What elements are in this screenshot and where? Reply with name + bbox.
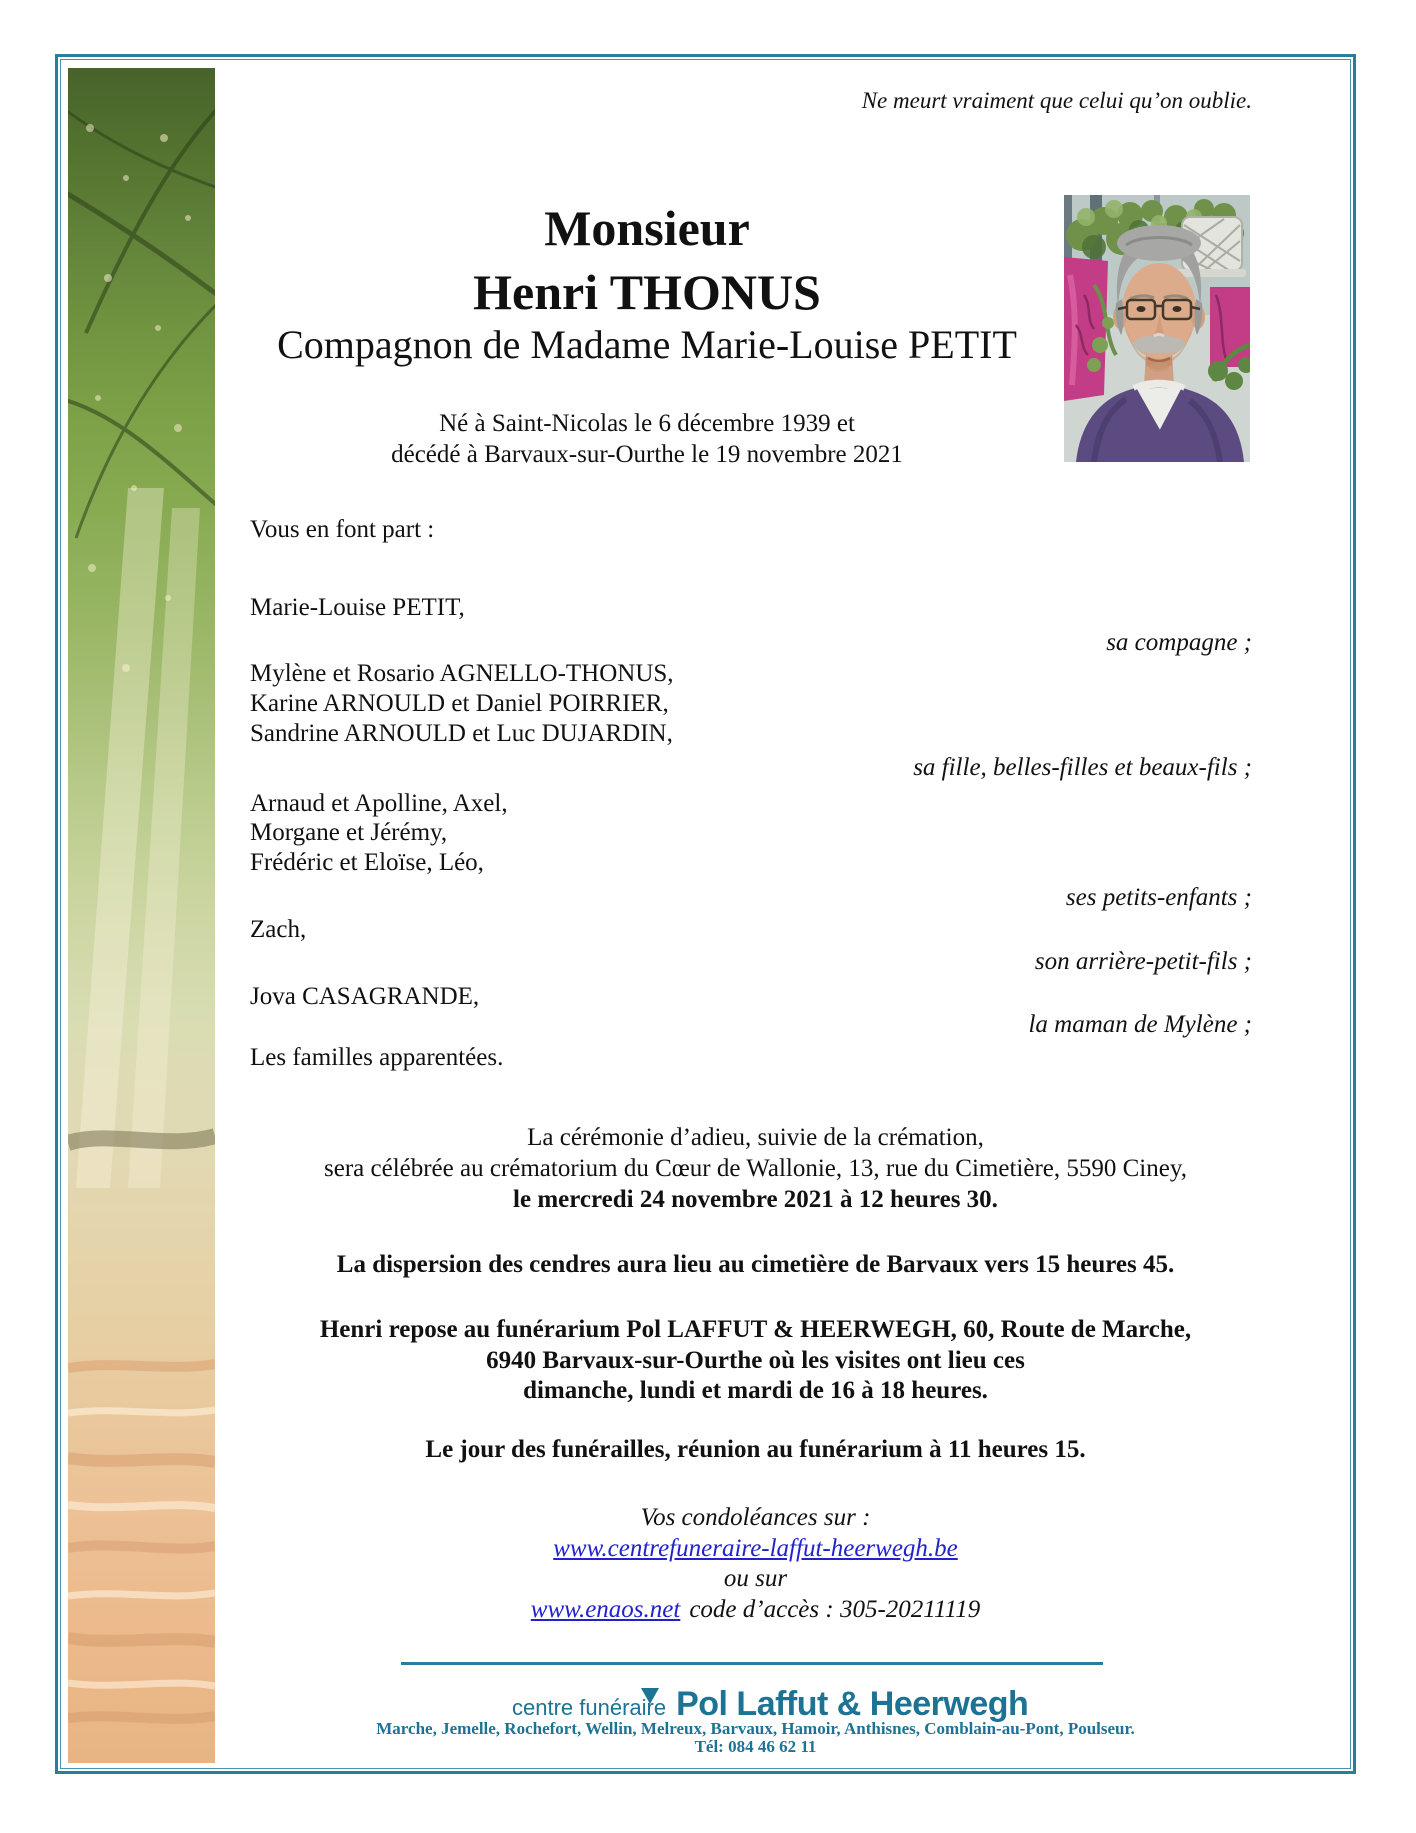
family-name-line: Zach,	[250, 916, 307, 943]
family-name-line: Morgane et Jérémy,	[250, 819, 448, 846]
repose-line: dimanche, lundi et mardi de 16 à 18 heures.	[523, 1377, 988, 1404]
family-name-line: Karine ARNOULD et Daniel POIRRIER,	[250, 690, 669, 717]
condolences-link-2[interactable]: www.enaos.net	[530, 1596, 681, 1623]
condolences-link-1[interactable]: www.centrefuneraire-laffut-heerwegh.be	[553, 1535, 958, 1562]
repose-line: 6940 Barvaux-sur-Ourthe où les visites ont lieu ces	[486, 1347, 1025, 1374]
brand-large: Pol Laffut & Heerwegh	[676, 1685, 1029, 1723]
dispersion-line: La dispersion des cendres aura lieu au cimetière de Barvaux vers 15 heures 45.	[336, 1251, 1175, 1278]
condolences-intro: Vos condoléances sur :	[640, 1504, 871, 1531]
repose-line: Henri repose au funérarium Pol LAFFUT & HEERWEGH, 60, Route de Marche,	[319, 1316, 1192, 1343]
announcement-intro: Vous en font part :	[250, 516, 435, 543]
footer-locations: Marche, Jemelle, Rochefort, Wellin, Melreux, Barvaux, Hamoir, Anthisnes, Comblain-au-Pont, Poulseur.	[376, 1719, 1135, 1738]
or-text: ou sur	[723, 1565, 788, 1592]
access-code: code d’accès : 305-20211119	[689, 1596, 981, 1623]
memorial-quote: Ne meurt vraiment que celui qu’on oublie.	[861, 88, 1252, 113]
families-line: Les familles apparentées.	[250, 1044, 504, 1071]
obituary-card	[55, 54, 1356, 1774]
death-line: décédé à Barvaux-sur-Ourthe le 19 novembre 2021	[391, 441, 903, 468]
footer-rule	[401, 1662, 1103, 1665]
family-name-line: Jova CASAGRANDE,	[250, 983, 480, 1010]
reunion-line: Le jour des funérailles, réunion au funérarium à 11 heures 15.	[425, 1436, 1086, 1463]
content-column	[215, 60, 1296, 1774]
access-code-row	[215, 1595, 1296, 1625]
relation-label: sa fille, belles-filles et beaux-fils ;	[913, 754, 1252, 781]
forest-path-photo	[68, 68, 215, 1763]
ceremony-line: La cérémonie d’adieu, suivie de la crémation,	[527, 1124, 984, 1151]
ceremony-date-line: le mercredi 24 novembre 2021 à 12 heures 30.	[513, 1186, 998, 1213]
family-name-line: Marie-Louise PETIT,	[250, 594, 465, 621]
family-name-line: Frédéric et Eloïse, Léo,	[250, 849, 484, 876]
page-border	[60, 59, 1351, 1769]
ceremony-line: sera célébrée au crématorium du Cœur de Wallonie, 13, rue du Cimetière, 5590 Ciney,	[324, 1155, 1187, 1182]
partner-line: Compagnon de Madame Marie-Louise PETIT	[277, 322, 1017, 367]
relation-label: sa compagne ;	[1106, 629, 1252, 656]
family-name-line: Mylène et Rosario AGNELLO-THONUS,	[250, 660, 674, 687]
deceased-name: Henri THONUS	[473, 264, 821, 320]
footer-phone: Tél: 084 46 62 11	[694, 1737, 817, 1756]
deceased-title: Monsieur	[544, 200, 750, 256]
brand-small: centre funéraire	[512, 1695, 667, 1720]
forest-path-art	[68, 68, 215, 1763]
family-name-line: Sandrine ARNOULD et Luc DUJARDIN,	[250, 720, 673, 747]
relation-label: ses petits-enfants ;	[1065, 884, 1252, 911]
family-name-line: Arnaud et Apolline, Axel,	[250, 790, 508, 817]
birth-line: Né à Saint-Nicolas le 6 décembre 1939 et	[439, 410, 855, 437]
condolences-link-row	[215, 1534, 1296, 1564]
relation-label: la maman de Mylène ;	[1028, 1011, 1252, 1038]
relation-label: son arrière-petit-fils ;	[1034, 948, 1252, 975]
